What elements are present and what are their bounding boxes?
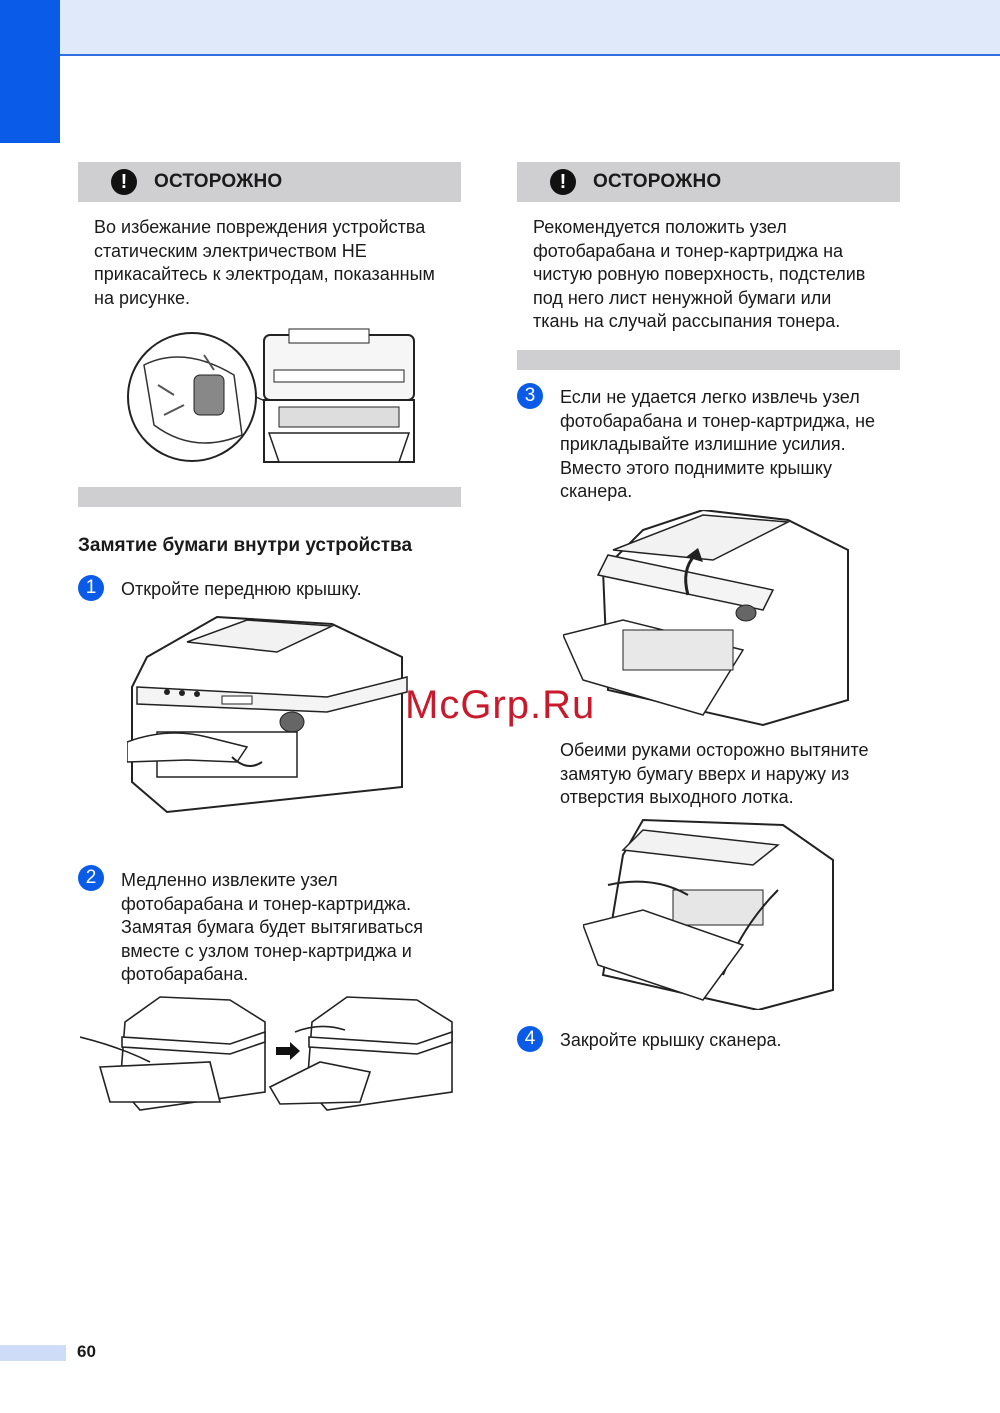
caution-title: ОСТОРОЖНО — [593, 171, 722, 192]
step-3-text: Если не удается легко извлечь узел фотобарабана и тонер-картриджа, не прикладывайте излишние усилия. Вместо этого поднимите крышку сканера. — [560, 387, 876, 501]
caution-text-right: Рекомендуется положить узел фотобарабана и тонер-картриджа на чистую ровную поверхность, подстелив под него лист ненужной бумаги или ткань на случай рассыпания тонера. — [533, 217, 866, 331]
step-badge-3: 3 — [517, 383, 543, 409]
header-band — [60, 0, 1000, 56]
lift-scanner-illustration — [563, 510, 853, 730]
watermark: McGrp.Ru — [405, 683, 596, 727]
chapter-tab — [0, 0, 60, 143]
page-number: 60 — [77, 1342, 96, 1361]
pull-paper-illustration — [583, 815, 838, 1010]
step-badge-2: 2 — [78, 865, 104, 891]
pull-paper-text: Обеими руками осторожно вытяните замятую бумагу вверх и наружу из отверстия выходного лотка. — [560, 740, 869, 807]
remove-drum-illustration — [80, 992, 460, 1117]
open-front-cover-illustration — [127, 612, 412, 822]
exclamation-icon: ! — [111, 169, 137, 195]
caution-title: ОСТОРОЖНО — [154, 171, 283, 192]
caution-text-left: Во избежание повреждения устройства статическим электричеством НЕ прикасайтесь к электродам, показанным на рисунке. — [94, 217, 435, 308]
step-badge-1: 1 — [78, 575, 104, 601]
footer-bar — [0, 1345, 66, 1361]
step-2-text: Медленно извлеките узел фотобарабана и тонер-картриджа. Замятая бумага будет вытягиваться вместе с узлом тонер-картриджа и фотобарабана. — [121, 870, 424, 984]
caution-footer-right — [517, 350, 900, 370]
caution-footer-left — [78, 487, 461, 507]
step-4-text: Закройте крышку сканера. — [560, 1030, 782, 1050]
step-1-text: Откройте переднюю крышку. — [121, 579, 362, 599]
step-badge-4: 4 — [517, 1026, 543, 1052]
exclamation-icon: ! — [550, 169, 576, 195]
section-title: Замятие бумаги внутри устройства — [78, 535, 413, 556]
electrodes-illustration — [124, 325, 424, 470]
caution-header-right — [517, 162, 900, 202]
caution-header-left — [78, 162, 461, 202]
